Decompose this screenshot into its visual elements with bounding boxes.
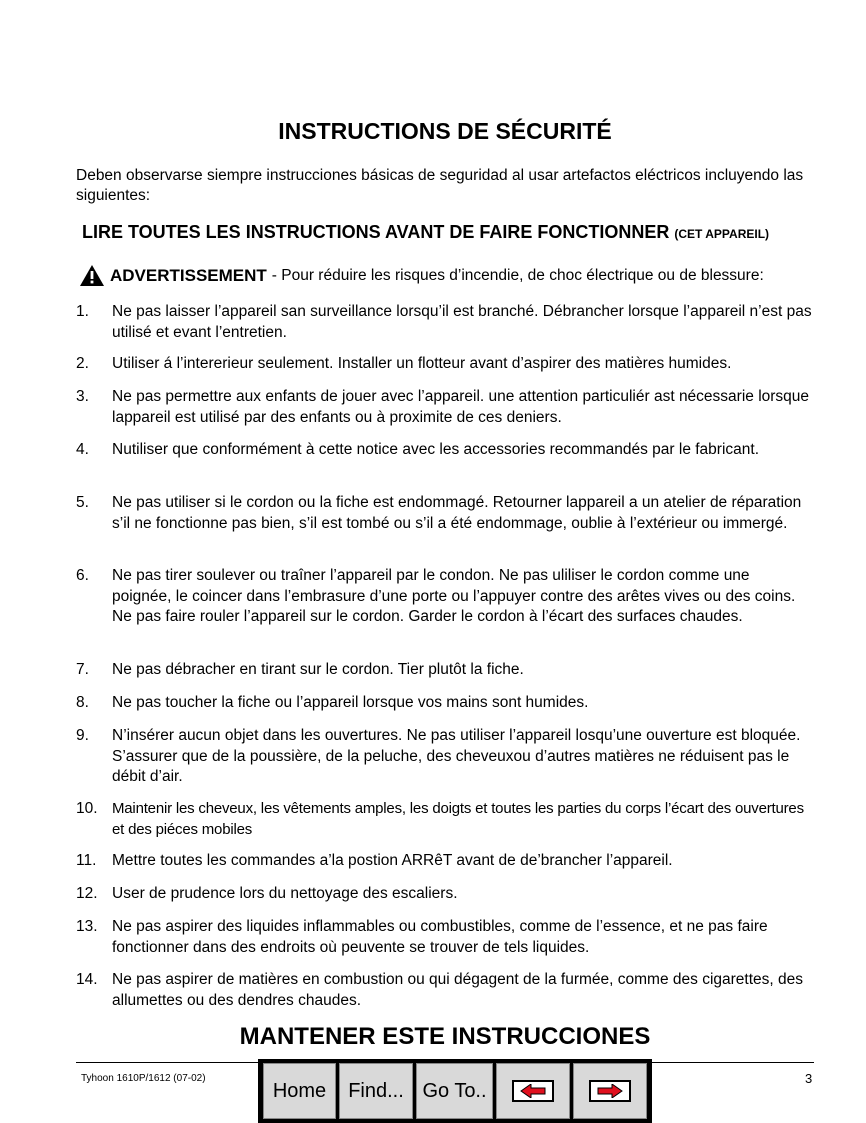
list-item: [76, 354, 816, 375]
list-item: [76, 851, 816, 872]
item-number: 12.: [76, 885, 98, 902]
list-item: [76, 387, 816, 428]
item-text: Utiliser á l’intererieur seulement. Installer un flotteur avant d’aspirer des matières humides.: [112, 355, 732, 372]
item-text: Ne pas toucher la fiche ou l’appareil lorsque vos mains sont humides.: [112, 694, 589, 711]
list-item: [76, 917, 816, 958]
list-item: [76, 693, 816, 714]
item-number: 1.: [76, 303, 89, 320]
closing-heading: MANTENER ESTE INSTRUCCIONES: [239, 1023, 651, 1050]
item-text: Nutiliser que conformément à cette notice avec les accessories recommandés par le fabricant.: [112, 441, 759, 458]
item-text: Ne pas aspirer de matières en combustion ou qui dégagent de la furmée, comme des cigarettes, des allumettes ou des dendres chaudes.: [112, 971, 803, 1009]
item-number: 6.: [76, 567, 89, 584]
home-button[interactable]: Home: [263, 1063, 336, 1119]
item-number: 7.: [76, 661, 89, 678]
item-number: 11.: [76, 852, 97, 869]
list-item: [76, 799, 816, 840]
subheading-small: (CET APPAREIL): [674, 227, 770, 241]
list-item: [76, 493, 816, 534]
footer-model: Tyhoon 1610P/1612 (07-02): [81, 1073, 206, 1084]
item-text: N’insérer aucun objet dans les ouvertures. Ne pas utiliser l’appareil losqu’une ouverture est bloquée. S’assurer que de la poussière, de la peluche, des cheveuxou d’autres matières ne réduisent pas le débit d’air.: [112, 727, 801, 785]
item-number: 5.: [76, 494, 89, 511]
subheading-main: LIRE TOUTES LES INSTRUCTIONS AVANT DE FAIRE FONCTIONNER: [82, 222, 670, 242]
item-text: Mettre toutes les commandes a’la postion ARRêT avant de de’brancher l’appareil.: [112, 852, 673, 869]
warning-triangle-icon: [80, 265, 104, 286]
list-item: [76, 440, 816, 461]
intro-paragraph: Deben observarse siempre instrucciones básicas de seguridad al usar artefactos eléctricos incluyendo las siguientes:: [76, 167, 804, 204]
item-number: 3.: [76, 388, 89, 405]
list-item: [76, 302, 816, 343]
item-number: 14.: [76, 971, 98, 988]
arrow-right-icon: [589, 1080, 631, 1102]
item-text: Ne pas laisser l’appareil san surveillance lorsqu’il est branché. Débrancher lorsque l’appareil n’est pas utilisé et evant l’entretien.: [112, 303, 812, 341]
list-item: [76, 660, 816, 681]
item-text: Ne pas tirer soulever ou traîner l’appareil par le condon. Ne pas uliliser le cordon comme une poignée, le coincer dans l’embrasure d’une porte ou l’appuyer contre des arêtes vives ou des coins. Ne pas faire rouler l’appareil sur le cordon. Garder le cordon à l’écart des surfaces chaudes.: [112, 567, 796, 625]
item-number: 2.: [76, 355, 89, 372]
arrow-left-shape: [521, 1084, 545, 1098]
item-text: Maintenir les cheveux, les vêtements amples, les doigts et toutes les parties du corps l’écart des ouvertures et des piéces mobiles: [112, 800, 804, 838]
find-button[interactable]: Find...: [339, 1063, 413, 1119]
item-number: 4.: [76, 441, 89, 458]
arrow-left-icon: [512, 1080, 554, 1102]
item-number: 9.: [76, 727, 89, 744]
list-item: [76, 726, 816, 788]
item-text: Ne pas débracher en tirant sur le cordon. Tier plutôt la fiche.: [112, 661, 524, 678]
warning-text: - Pour réduire les risques d’incendie, de choc électrique ou de blessure:: [271, 266, 764, 284]
next-page-button[interactable]: [573, 1063, 647, 1119]
item-text: User de prudence lors du nettoyage des escaliers.: [112, 885, 458, 902]
previous-page-button[interactable]: [496, 1063, 570, 1119]
item-number: 8.: [76, 694, 89, 711]
list-item: [76, 884, 816, 905]
page-title: INSTRUCTIONS DE SÉCURITÉ: [278, 118, 612, 144]
warning-line: [80, 265, 764, 286]
item-text: Ne pas permettre aux enfants de jouer avec l’appareil. une attention particuliér ast nécessarie lorsque lappareil est utilisé par des enfants ou à proximite de ces deniers.: [112, 388, 810, 426]
navigation-bar: [258, 1059, 652, 1123]
item-number: 10.: [76, 800, 98, 817]
item-number: 13.: [76, 918, 98, 935]
arrow-right-shape: [598, 1084, 622, 1098]
item-text: Ne pas utiliser si le cordon ou la fiche est endommagé. Retourner lappareil a un atelier de réparation s’il ne fonctionne pas bien, s’il est tombé ou s’il a été endommage, oublie à l’extérieur ou immergé.: [112, 494, 802, 532]
page-number: 3: [805, 1071, 813, 1086]
item-text: Ne pas aspirer des liquides inflammables ou combustibles, comme de l’essence, et ne pas faire fonctionner dans des endroits où peuvente se trouver de tels liquides.: [112, 918, 768, 956]
warning-label: ADVERTISSEMENT: [110, 265, 267, 285]
list-item: [76, 566, 816, 628]
go-to-button[interactable]: Go To..: [416, 1063, 493, 1119]
list-item: [76, 970, 816, 1011]
read-all-instructions-heading: [82, 222, 769, 243]
